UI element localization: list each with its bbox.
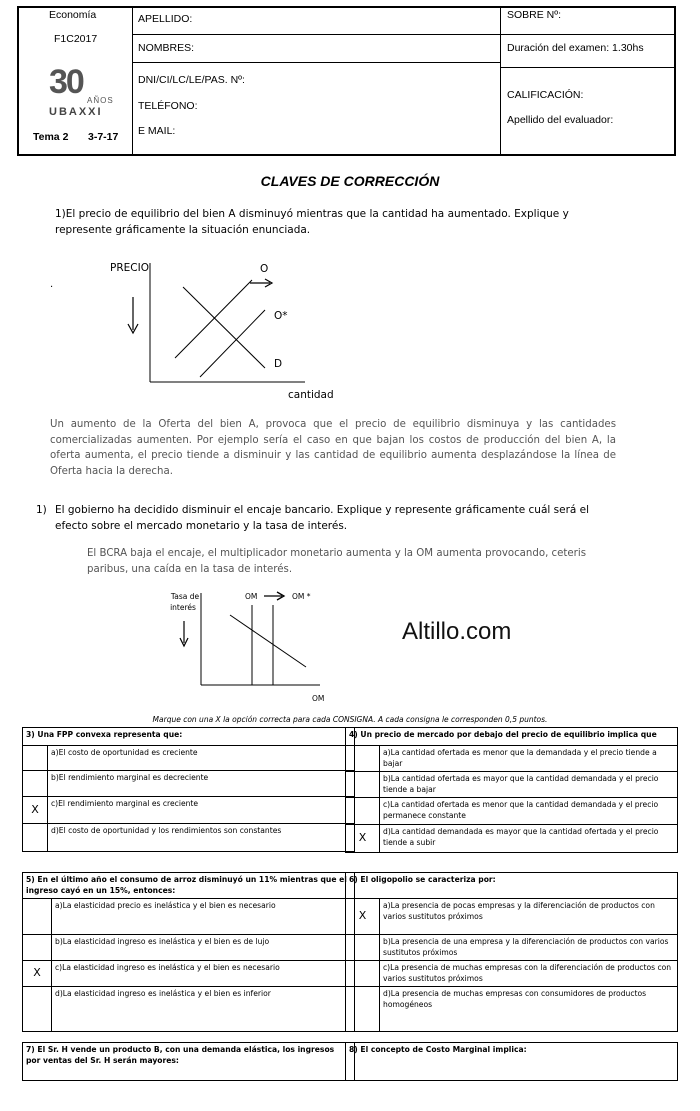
telefono-field: TELÉFONO: (138, 100, 198, 112)
label-o2: O* (274, 310, 288, 322)
exam-header (17, 6, 676, 156)
money-demand-curve (230, 615, 306, 667)
supply-demand-graph (40, 255, 360, 405)
graph-y-label-1: Tasa de (170, 592, 200, 601)
option-text: c)La elasticidad ingreso es inelástica y el bien es necesario (52, 961, 355, 987)
answer-mark[interactable] (346, 772, 380, 798)
question-title: 3) Una FPP convexa representa que: (23, 728, 355, 746)
graph-x-label: OM (312, 694, 325, 703)
question-title: 7) El Sr. H vende un producto B, con una demanda elástica, los ingresos por ventas del Sr. H serán mayores: (23, 1043, 355, 1081)
header-line (132, 34, 500, 35)
logo-org: UBAXXI (49, 106, 103, 118)
option-text: c)La presencia de muchas empresas con la diferenciación de productos con varios sustitutos próximos (380, 961, 678, 987)
option-text: a)La cantidad ofertada es menor que la demandada y el precio tiende a bajar (380, 746, 678, 772)
watermark: Altillo.com (402, 618, 512, 645)
subject: Economía (49, 9, 97, 21)
option-text: b)La elasticidad ingreso es inelástica y el bien es de lujo (52, 935, 355, 961)
option-text: a)El costo de oportunidad es creciente (48, 746, 355, 771)
option-text: a)La presencia de pocas empresas y la diferenciación de productos con varios sustitutos próximos (380, 899, 678, 935)
graph-x-label: cantidad (288, 389, 334, 401)
answer-mark[interactable] (23, 824, 48, 852)
answer-mark[interactable]: X (346, 825, 380, 853)
supply-curve-o (175, 280, 252, 358)
question-4-table (345, 727, 678, 853)
answer-1: Un aumento de la Oferta del bien A, provoca que el precio de equilibrio disminuya y las cantidades comercializadas aumenten. Por ejemplo sería el caso en que bajan los costos de producción del bien A, la oferta aumenta, el precio tiende a disminuir y las cantidad de equilibrio aumenta desplazándose la línea de Oferta hacia la derecha. (50, 419, 616, 477)
option-text: c)La cantidad ofertada es menor que la cantidad demandada y el precio permanece constante (380, 798, 678, 825)
question-title: 5) En el último año el consumo de arroz disminuyó un 11% mientras que el ingreso cayó en un 15%, entonces: (23, 873, 355, 899)
money-market-graph (160, 585, 340, 710)
logo-number: 30 (49, 63, 83, 101)
question-2: El gobierno ha decidido disminuir el encaje bancario. Explique y represente gráficamente cuál será el efecto sobre el mercado monetario y la tasa de interés. (55, 504, 590, 532)
option-text: a)La elasticidad precio es inelástica y el bien es necesario (52, 899, 355, 935)
answer-mark[interactable] (346, 935, 380, 961)
label-om2: OM * (292, 592, 311, 601)
evaluador-field: Apellido del evaluador: (507, 114, 614, 126)
question-title: 6) El oligopolio se caracteriza por: (346, 873, 678, 899)
option-text: b)El rendimiento marginal es decreciente (48, 771, 355, 797)
exam-date: 3-7-17 (88, 131, 119, 143)
header-line (500, 34, 676, 35)
dni-field: DNI/CI/LC/LE/PAS. Nº: (138, 74, 245, 86)
answer-mark[interactable]: X (23, 797, 48, 824)
option-text: d)La cantidad demandada es mayor que la cantidad ofertada y el precio tiende a subir (380, 825, 678, 853)
tema: Tema 2 (33, 131, 69, 143)
answer-2: El BCRA baja el encaje, el multiplicador monetario aumenta y la OM aumenta provocando, ceteris paribus, una caída en la tasa de interés. (87, 548, 587, 575)
answer-mark[interactable] (346, 961, 380, 987)
question-2-number: 1) (36, 504, 47, 516)
question-8-table (345, 1042, 678, 1081)
answer-mark[interactable] (346, 798, 380, 825)
calificacion-field: CALIFICACIÓN: (507, 89, 584, 101)
logo-anos: AÑOS (87, 96, 114, 105)
supply-curve-o2 (200, 310, 265, 377)
label-om: OM (245, 592, 258, 601)
answer-mark[interactable]: X (346, 899, 380, 935)
duration: Duración del examen: 1.30hs (507, 42, 644, 54)
question-title: 4) Un precio de mercado por debajo del precio de equilibrio implica que (346, 728, 678, 746)
question-7-table (22, 1042, 355, 1081)
question-3-table (22, 727, 355, 852)
answer-mark[interactable] (346, 987, 380, 1032)
header-divider (500, 8, 501, 154)
answer-mark[interactable] (23, 935, 52, 961)
question-6-table (345, 872, 678, 1032)
option-text: c)El rendimiento marginal es creciente (48, 797, 355, 824)
question-title: 8) El concepto de Costo Marginal implica: (346, 1043, 678, 1081)
option-text: d)El costo de oportunidad y los rendimientos son constantes (48, 824, 355, 852)
option-text: d)La elasticidad ingreso es inelástica y el bien es inferior (52, 987, 355, 1032)
graph-y-label-2: interés (170, 603, 196, 612)
sobre-field: SOBRE Nº: (507, 9, 562, 21)
answer-mark[interactable]: X (23, 961, 52, 987)
graph-dot: . (50, 279, 54, 290)
header-divider (132, 8, 133, 154)
email-field: E MAIL: (138, 125, 176, 137)
option-text: b)La cantidad ofertada es mayor que la cantidad demandada y el precio tiende a bajar (380, 772, 678, 798)
header-line (500, 67, 676, 68)
instructions: Marque con una X la opción correcta para cada CONSIGNA. A cada consigna le corresponden 0,5 puntos. (152, 715, 548, 724)
question-1: 1)El precio de equilibrio del bien A disminuyó mientras que la cantidad ha aumentado. Explique y represente gráficamente la situación enunciada. (55, 208, 569, 236)
apellido-field: APELLIDO: (138, 13, 193, 25)
demand-curve (183, 287, 265, 368)
label-d: D (274, 358, 283, 370)
answer-mark[interactable] (23, 746, 48, 771)
option-text: b)La presencia de una empresa y la diferenciación de productos con varios sustitutos próximos (380, 935, 678, 961)
answer-mark[interactable] (346, 746, 380, 772)
page-title: CLAVES DE CORRECCIÓN (260, 173, 440, 189)
graph-y-label: PRECIO (110, 262, 149, 274)
label-o: O (260, 263, 269, 275)
answer-mark[interactable] (23, 899, 52, 935)
header-line (132, 62, 500, 63)
question-5-table (22, 872, 355, 1032)
option-text: d)La presencia de muchas empresas con consumidores de productos homogéneos (380, 987, 678, 1032)
answer-mark[interactable] (23, 987, 52, 1032)
course-code: F1C2017 (54, 33, 98, 45)
nombres-field: NOMBRES: (138, 42, 195, 54)
answer-mark[interactable] (23, 771, 48, 797)
